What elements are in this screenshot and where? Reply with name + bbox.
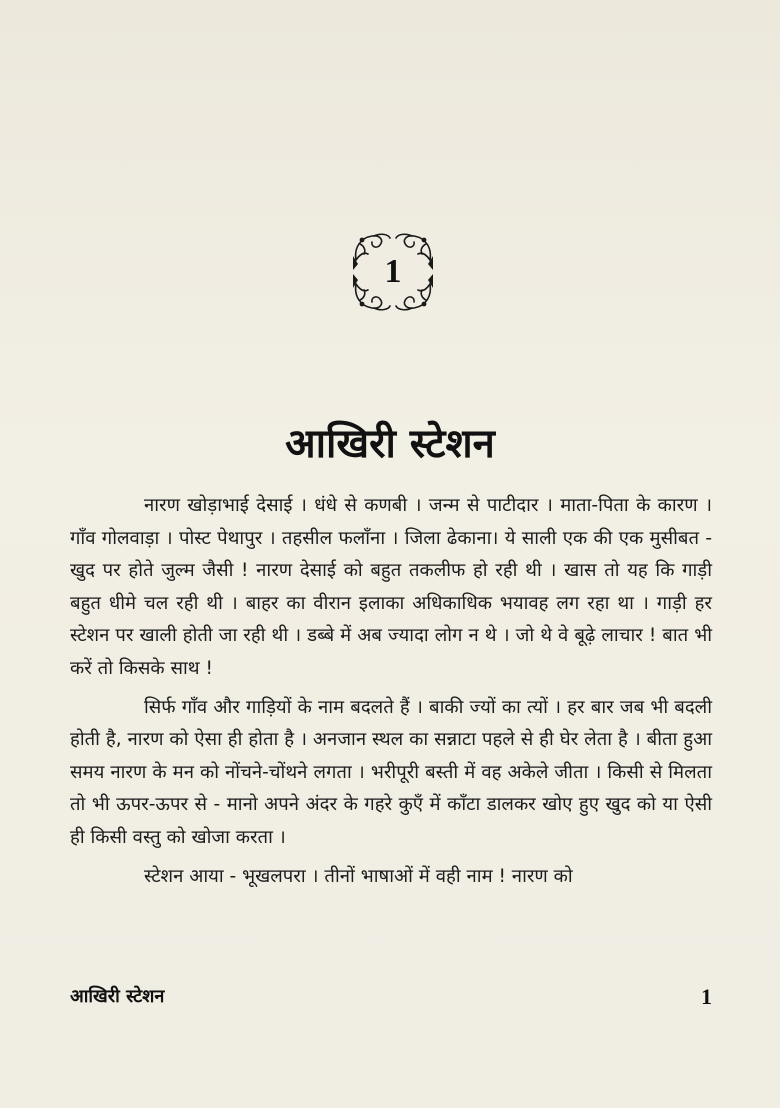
chapter-number: 1 — [384, 253, 402, 290]
paragraph-3: स्टेशन आया - भूखलपरा । तीनों भाषाओं में वही नाम ! नारण को — [144, 865, 573, 887]
paragraph-2: सिर्फ गाँव और गाड़ियों के नाम बदलते हैं । बाकी ज्यों का त्यों । हर बार जब भी बदली होती है, नारण को ऐसा ही होता है । अनजान स्थल का सन्नाटा पहले से ही घेर लेता है । बीता हुआ समय नारण के मन को नोंचने-चोंथने लगता । भरीपूरी बस्ती में वह अकेले जीता । किसी से मिलता तो भी ऊपर-ऊपर से - मानो अपने अंदर के गहरे कुएँ में काँटा डालकर खोए हुए खुद को या ऐसी ही किसी वस्तु को खोजा करता । — [70, 696, 712, 848]
paragraph-1: नारण खोड़ाभाई देसाई । धंधे से कणबी । जन्म से पाटीदार । माता-पिता के कारण । गाँव गोलवाड़ा । पोस्ट पेथापुर । तहसील फलाँना । जिला ढेकाना। ये साली एक की एक मुसीबत - खुद पर होते जुल्म जैसी ! नारण देसाई को बहुत तकलीफ हो रही थी । खास तो यह कि गाड़ी बहुत धीमे चल रही थी । बाहर का वीरान इलाका अधिकाधिक भयावह लग रहा था । गाड़ी हर स्टेशन पर खाली होती जा रही थी । डब्बे में अब ज्यादा लोग न थे । जो थे वे बूढ़े लाचार ! बात भी करें तो किसके साथ ! — [70, 495, 712, 679]
running-footer-title: आखिरी स्टेशन — [70, 986, 165, 1007]
page-number: 1 — [701, 984, 712, 1009]
chapter-title: आखिरी स्टेशन — [285, 421, 495, 467]
chapter-body — [70, 490, 712, 893]
